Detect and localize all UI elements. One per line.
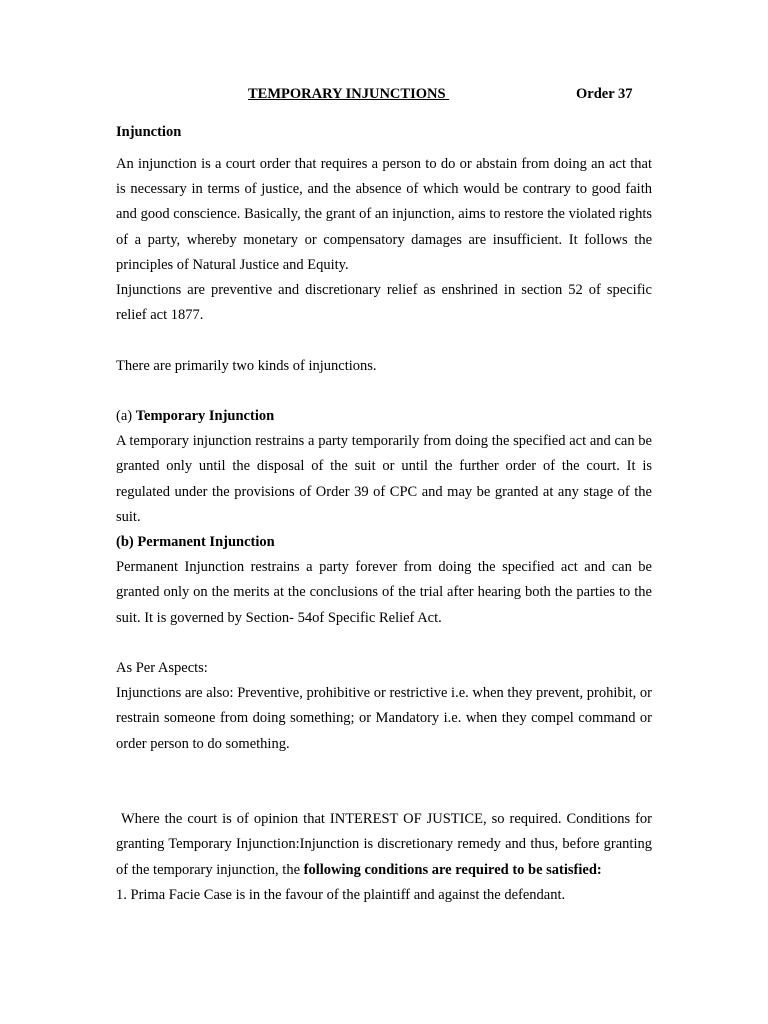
condition-item-1: 1. Prima Facie Case is in the favour of the plaintiff and against the defendant. [116, 886, 566, 903]
permanent-injunction-text: Permanent Injunction restrains a party forever from doing the specified act and can be granted only on the merits at the conclusions of the trial after hearing both the parties to the suit. It is governed by Section- 54of Specific Relief Act. [116, 559, 652, 626]
section-heading-injunction: Injunction [116, 124, 182, 140]
permanent-injunction-heading [116, 530, 652, 555]
conditions-paragraph [116, 807, 656, 883]
temporary-injunction-heading [116, 404, 652, 429]
spacer [116, 328, 652, 353]
permanent-label: (b) Permanent Injunction [116, 534, 275, 551]
temporary-injunction-text: A temporary injunction restrains a party temporarily from doing the specified act and can be granted only until the disposal of the suit or until the further order of the court. It is regulated under the provisions of Order 39 of CPC and may be granted at any stage of the suit. [116, 433, 652, 525]
aspects-text: Injunctions are also: Preventive, prohibitive or restrictive i.e. when they prevent, prohibit, or restrain someone from doing something; or Mandatory i.e. when they compel command or order person to do something. [116, 685, 652, 752]
temporary-marker: (a) [116, 408, 136, 424]
conditions-text: Where the court is of opinion that INTEREST OF JUSTICE, so required. Conditions for granting Temporary Injunction:Injunction is discretionary remedy and thus, before granting of the temporary injunction, the [116, 811, 656, 878]
intro-paragraph: An injunction is a court order that requires a person to do or abstain from doing an act that is necessary in terms of justice, and the absence of which would be contrary to good faith and good conscience. Basically, the grant of an injunction, aims to restore the violated rights of a party, whereby monetary or compensatory damages are insufficient. It follows the principles of Natural Justice and Equity. [116, 156, 652, 273]
spacer [116, 379, 652, 404]
order-reference: Order 37 [576, 86, 633, 102]
document-page [116, 86, 656, 908]
title-row [116, 86, 652, 110]
spacer [116, 757, 652, 807]
kinds-intro: There are primarily two kinds of injunctions. [116, 357, 377, 374]
document-title: TEMPORARY INJUNCTIONS [248, 86, 450, 102]
temporary-label: Temporary Injunction [135, 408, 275, 424]
conditions-bold-text: following conditions are required to be satisfied: [303, 861, 602, 878]
aspects-label: As Per Aspects: [116, 660, 208, 677]
spacer [116, 631, 652, 656]
preventive-paragraph: Injunctions are preventive and discretionary relief as enshrined in section 52 of specific relief act 1877. [116, 282, 652, 324]
